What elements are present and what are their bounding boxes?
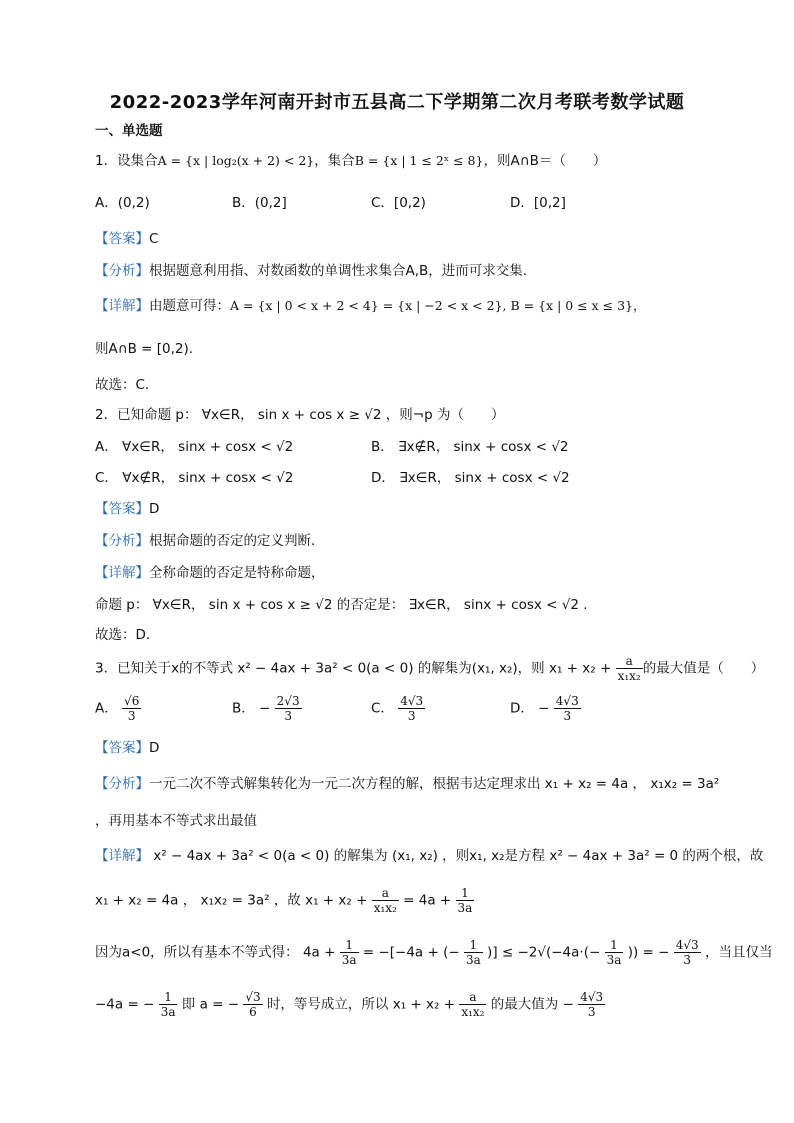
q1-choose: 故选：C. bbox=[95, 377, 150, 393]
detail-text: 全称命题的否定是特称命题， bbox=[149, 565, 325, 581]
detail-math: A = {x | 0 < x + 2 < 4} = {x | −2 < x < 2}, B = {x | 0 ≤ x ≤ 3}， bbox=[230, 298, 646, 313]
detail-fraction bbox=[605, 938, 624, 967]
detail-tag: 【详解】 bbox=[95, 848, 149, 864]
fraction-denominator: 3a bbox=[465, 953, 481, 967]
detail-fraction bbox=[459, 990, 486, 1019]
detail-fraction bbox=[456, 886, 475, 915]
section-heading: 一、单选题 bbox=[95, 123, 163, 139]
q3-option-a bbox=[95, 694, 141, 723]
option-fraction bbox=[398, 694, 425, 723]
q2-answer bbox=[95, 500, 159, 518]
q3-detail-line-2 bbox=[95, 886, 474, 915]
detail-fraction bbox=[159, 990, 178, 1019]
q1-option-a: A．(0,2) bbox=[95, 195, 150, 211]
q1-answer bbox=[95, 230, 158, 248]
option-fraction bbox=[554, 694, 581, 723]
q2-detail-line-1 bbox=[95, 564, 325, 582]
q1-stem-end: ，则A∩B＝（ ） bbox=[483, 153, 607, 169]
answer-tag: 【答案】 bbox=[95, 740, 149, 756]
answer-tag: 【答案】 bbox=[95, 231, 149, 247]
detail-text: 因为a<0，所以有基本不等式得： 4a + bbox=[95, 944, 336, 961]
detail-text: ，当且仅当 bbox=[704, 944, 773, 961]
detail-fraction bbox=[372, 886, 399, 915]
page-title: 2022-2023学年河南开封市五县高二下学期第二次月考联考数学试题 bbox=[109, 92, 685, 113]
q2-option-d: D． ∃x∈R， sinx + cosx < √2 bbox=[371, 470, 570, 486]
q1-stem-mid: ，集合 bbox=[314, 153, 355, 169]
detail-text: )] ≤ −2√(−4a·(− bbox=[487, 944, 601, 961]
fraction-numerator: √3 bbox=[245, 990, 261, 1004]
q1-set-b: B = {x | 1 ≤ 2ˣ ≤ 8} bbox=[354, 153, 484, 168]
fraction-denominator: 3a bbox=[457, 901, 473, 915]
detail-fraction bbox=[243, 990, 262, 1019]
detail-text: 由题意可得： bbox=[149, 298, 230, 314]
q1-analysis bbox=[95, 262, 527, 280]
detail-fraction bbox=[464, 938, 483, 967]
fraction-numerator: √6 bbox=[124, 694, 140, 708]
detail-text: 时，等号成立，所以 x₁ + x₂ + bbox=[266, 996, 456, 1013]
q3-detail-line-3 bbox=[95, 938, 772, 967]
detail-text: x₁ + x₂ = 4a ， x₁x₂ = 3a² ，故 x₁ + x₂ + bbox=[95, 892, 368, 909]
analysis-tag: 【分析】 bbox=[95, 776, 149, 792]
fraction-denominator: x₁x₂ bbox=[373, 901, 397, 915]
fraction-numerator: 4√3 bbox=[555, 694, 579, 708]
fraction-numerator: a bbox=[372, 886, 399, 901]
fraction-numerator: a bbox=[459, 990, 486, 1005]
fraction-numerator: 4√3 bbox=[675, 938, 699, 952]
fraction-numerator: 4√3 bbox=[580, 990, 604, 1004]
detail-fraction bbox=[674, 938, 701, 967]
analysis-tag: 【分析】 bbox=[95, 533, 149, 549]
fraction-numerator: 4√3 bbox=[400, 694, 424, 708]
q1-detail-line-2: 则A∩B = [0,2). bbox=[95, 341, 194, 357]
answer-tag: 【答案】 bbox=[95, 501, 149, 517]
q1-option-d: D．[0,2] bbox=[510, 195, 566, 211]
detail-text: 即 a = − bbox=[181, 996, 240, 1013]
q3-stem bbox=[95, 654, 764, 683]
detail-text: x² − 4ax + 3a² < 0(a < 0) 的解集为 (x₁, x₂) ，则x₁, x₂是方程 x² − 4ax + 3a² = 0 的两个根，故 bbox=[149, 848, 764, 864]
answer-value: D bbox=[149, 501, 160, 517]
fraction-denominator: 3a bbox=[341, 953, 357, 967]
analysis-text: 根据命题的否定的定义判断． bbox=[149, 533, 325, 549]
fraction-denominator: 3a bbox=[160, 1005, 176, 1019]
analysis-tag: 【分析】 bbox=[95, 263, 149, 279]
q3-option-c bbox=[371, 694, 425, 723]
q1-option-b: B．(0,2] bbox=[232, 195, 287, 211]
q3-stem-end: 的最大值是（ ） bbox=[642, 660, 765, 677]
detail-text: = 4a + bbox=[403, 892, 452, 909]
fraction-denominator: x₁x₂ bbox=[461, 1005, 485, 1019]
fraction-denominator: 3 bbox=[683, 953, 692, 967]
answer-value: D bbox=[149, 740, 160, 756]
analysis-text: 一元二次不等式解集转化为一元二次方程的解，根据韦达定理求出 x₁ + x₂ = 4a ， x₁x₂ = 3a² bbox=[149, 776, 720, 792]
option-prefix: A． bbox=[95, 700, 118, 717]
fraction-denominator: 3 bbox=[563, 709, 572, 723]
q2-analysis bbox=[95, 532, 325, 550]
q2-detail-line-2: 命题 p： ∀x∈R， sin x + cos x ≥ √2 的否定是： ∃x∈R， sinx + cosx < √2 . bbox=[95, 597, 588, 613]
fraction-numerator: 1 bbox=[340, 938, 359, 953]
q3-analysis-line-2: ，再用基本不等式求出最值 bbox=[95, 813, 257, 829]
q3-option-b bbox=[232, 694, 302, 723]
analysis-text: 根据题意利用指、对数函数的单调性求集合A,B，进而可求交集. bbox=[149, 263, 528, 279]
detail-text: 的最大值为 − bbox=[490, 996, 574, 1013]
option-prefix: B． − bbox=[232, 700, 271, 717]
detail-tag: 【详解】 bbox=[95, 298, 149, 314]
option-fraction bbox=[275, 694, 302, 723]
fraction-denominator: 3 bbox=[587, 1005, 596, 1019]
q1-stem-prefix: 1．设集合 bbox=[95, 153, 158, 169]
detail-tag: 【详解】 bbox=[95, 565, 149, 581]
q1-detail-line-1 bbox=[95, 297, 646, 315]
q1-set-a: A = {x | log₂(x + 2) < 2} bbox=[157, 153, 315, 168]
q3-answer bbox=[95, 739, 159, 757]
fraction-numerator: 1 bbox=[456, 886, 475, 901]
option-prefix: C． bbox=[371, 700, 394, 717]
q3-stem-fraction bbox=[616, 654, 643, 683]
detail-fraction bbox=[578, 990, 605, 1019]
q2-choose: 故选：D． bbox=[95, 627, 160, 643]
fraction-denominator: 3 bbox=[284, 709, 292, 723]
q1-option-c: C．[0,2) bbox=[371, 195, 426, 211]
q2-stem: 2．已知命题 p： ∀x∈R， sin x + cos x ≥ √2 ，则¬p 为（ ） bbox=[95, 407, 505, 423]
answer-value: C bbox=[149, 231, 159, 247]
q3-option-d bbox=[510, 694, 581, 723]
q2-option-b: B． ∃x∉R， sinx + cosx < √2 bbox=[371, 439, 569, 455]
fraction-numerator: a bbox=[616, 654, 643, 669]
q3-detail-line-4 bbox=[95, 990, 605, 1019]
q3-detail-line-1 bbox=[95, 847, 763, 865]
q2-option-c: C． ∀x∉R， sinx + cosx < √2 bbox=[95, 470, 294, 486]
detail-text: = −[−4a + (− bbox=[362, 944, 460, 961]
fraction-numerator: 1 bbox=[159, 990, 178, 1005]
option-fraction bbox=[122, 694, 141, 723]
fraction-denominator: 6 bbox=[249, 1005, 257, 1019]
q2-option-a: A． ∀x∈R， sinx + cosx < √2 bbox=[95, 439, 294, 455]
detail-text: )) = − bbox=[627, 944, 670, 961]
detail-text: −4a = − bbox=[95, 996, 155, 1013]
fraction-denominator: 3a bbox=[606, 953, 622, 967]
q1-stem bbox=[95, 152, 606, 170]
q3-stem-prefix: 3．已知关于x的不等式 x² − 4ax + 3a² < 0(a < 0) 的解集为(x₁, x₂)，则 x₁ + x₂ + bbox=[95, 660, 612, 677]
detail-fraction bbox=[340, 938, 359, 967]
fraction-numerator: 2√3 bbox=[276, 694, 300, 708]
fraction-denominator: 3 bbox=[407, 709, 416, 723]
option-prefix: D． − bbox=[510, 700, 550, 717]
q3-analysis-line-1 bbox=[95, 775, 719, 793]
fraction-numerator: 1 bbox=[605, 938, 624, 953]
fraction-numerator: 1 bbox=[464, 938, 483, 953]
fraction-denominator: 3 bbox=[127, 709, 136, 723]
fraction-denominator: x₁x₂ bbox=[617, 669, 641, 683]
